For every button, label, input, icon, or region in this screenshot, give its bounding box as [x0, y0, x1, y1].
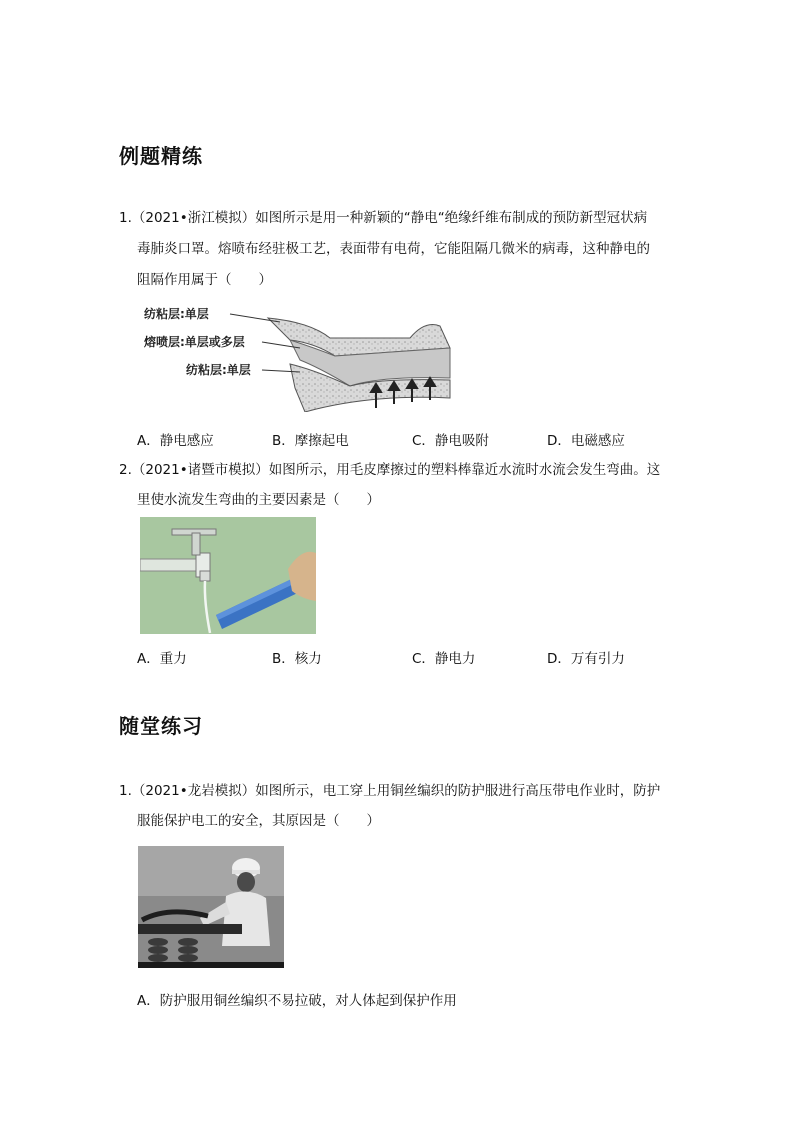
option-c[interactable]: C．静电力 [412, 651, 476, 667]
question-line: 阻隔作用属于（ ） [137, 272, 272, 288]
question-line: 1.（2021•浙江模拟）如图所示是用一种新颖的“静电“绝缘纤维布制成的预防新型冠状病 [119, 210, 648, 226]
mask-layers-figure [140, 298, 452, 412]
option-a[interactable]: A．静电感应 [137, 433, 214, 449]
figure-label: 熔喷层:单层或多层 [144, 335, 245, 349]
section-title-examples: 例题精练 [119, 144, 203, 168]
option-d[interactable]: D．万有引力 [547, 651, 625, 667]
figure-label: 纺粘层:单层 [186, 363, 251, 377]
option-a[interactable]: A．重力 [137, 651, 187, 667]
section-title-practice: 随堂练习 [119, 714, 203, 738]
figure-label: 纺粘层:单层 [144, 307, 209, 321]
charged-rod-water-figure [140, 517, 316, 634]
option-a[interactable]: A．防护服用铜丝编织不易拉破，对人体起到保护作用 [137, 993, 457, 1009]
question-line: 毒肺炎口罩。熔喷布经驻极工艺，表面带有电荷，它能阻隔几微米的病毒，这种静电的 [137, 241, 650, 257]
option-b[interactable]: B．核力 [272, 651, 322, 667]
option-b[interactable]: B．摩擦起电 [272, 433, 349, 449]
electrician-figure [138, 846, 284, 968]
question-line: 1.（2021•龙岩模拟）如图所示，电工穿上用铜丝编织的防护服进行高压带电作业时，防护 [119, 783, 661, 799]
question-line: 2.（2021•诸暨市模拟）如图所示，用毛皮摩擦过的塑料棒靠近水流时水流会发生弯曲。这 [119, 462, 661, 478]
option-d[interactable]: D．电磁感应 [547, 433, 625, 449]
question-line: 里使水流发生弯曲的主要因素是（ ） [137, 492, 380, 508]
option-c[interactable]: C．静电吸附 [412, 433, 489, 449]
question-line: 服能保护电工的安全，其原因是（ ） [137, 813, 380, 829]
